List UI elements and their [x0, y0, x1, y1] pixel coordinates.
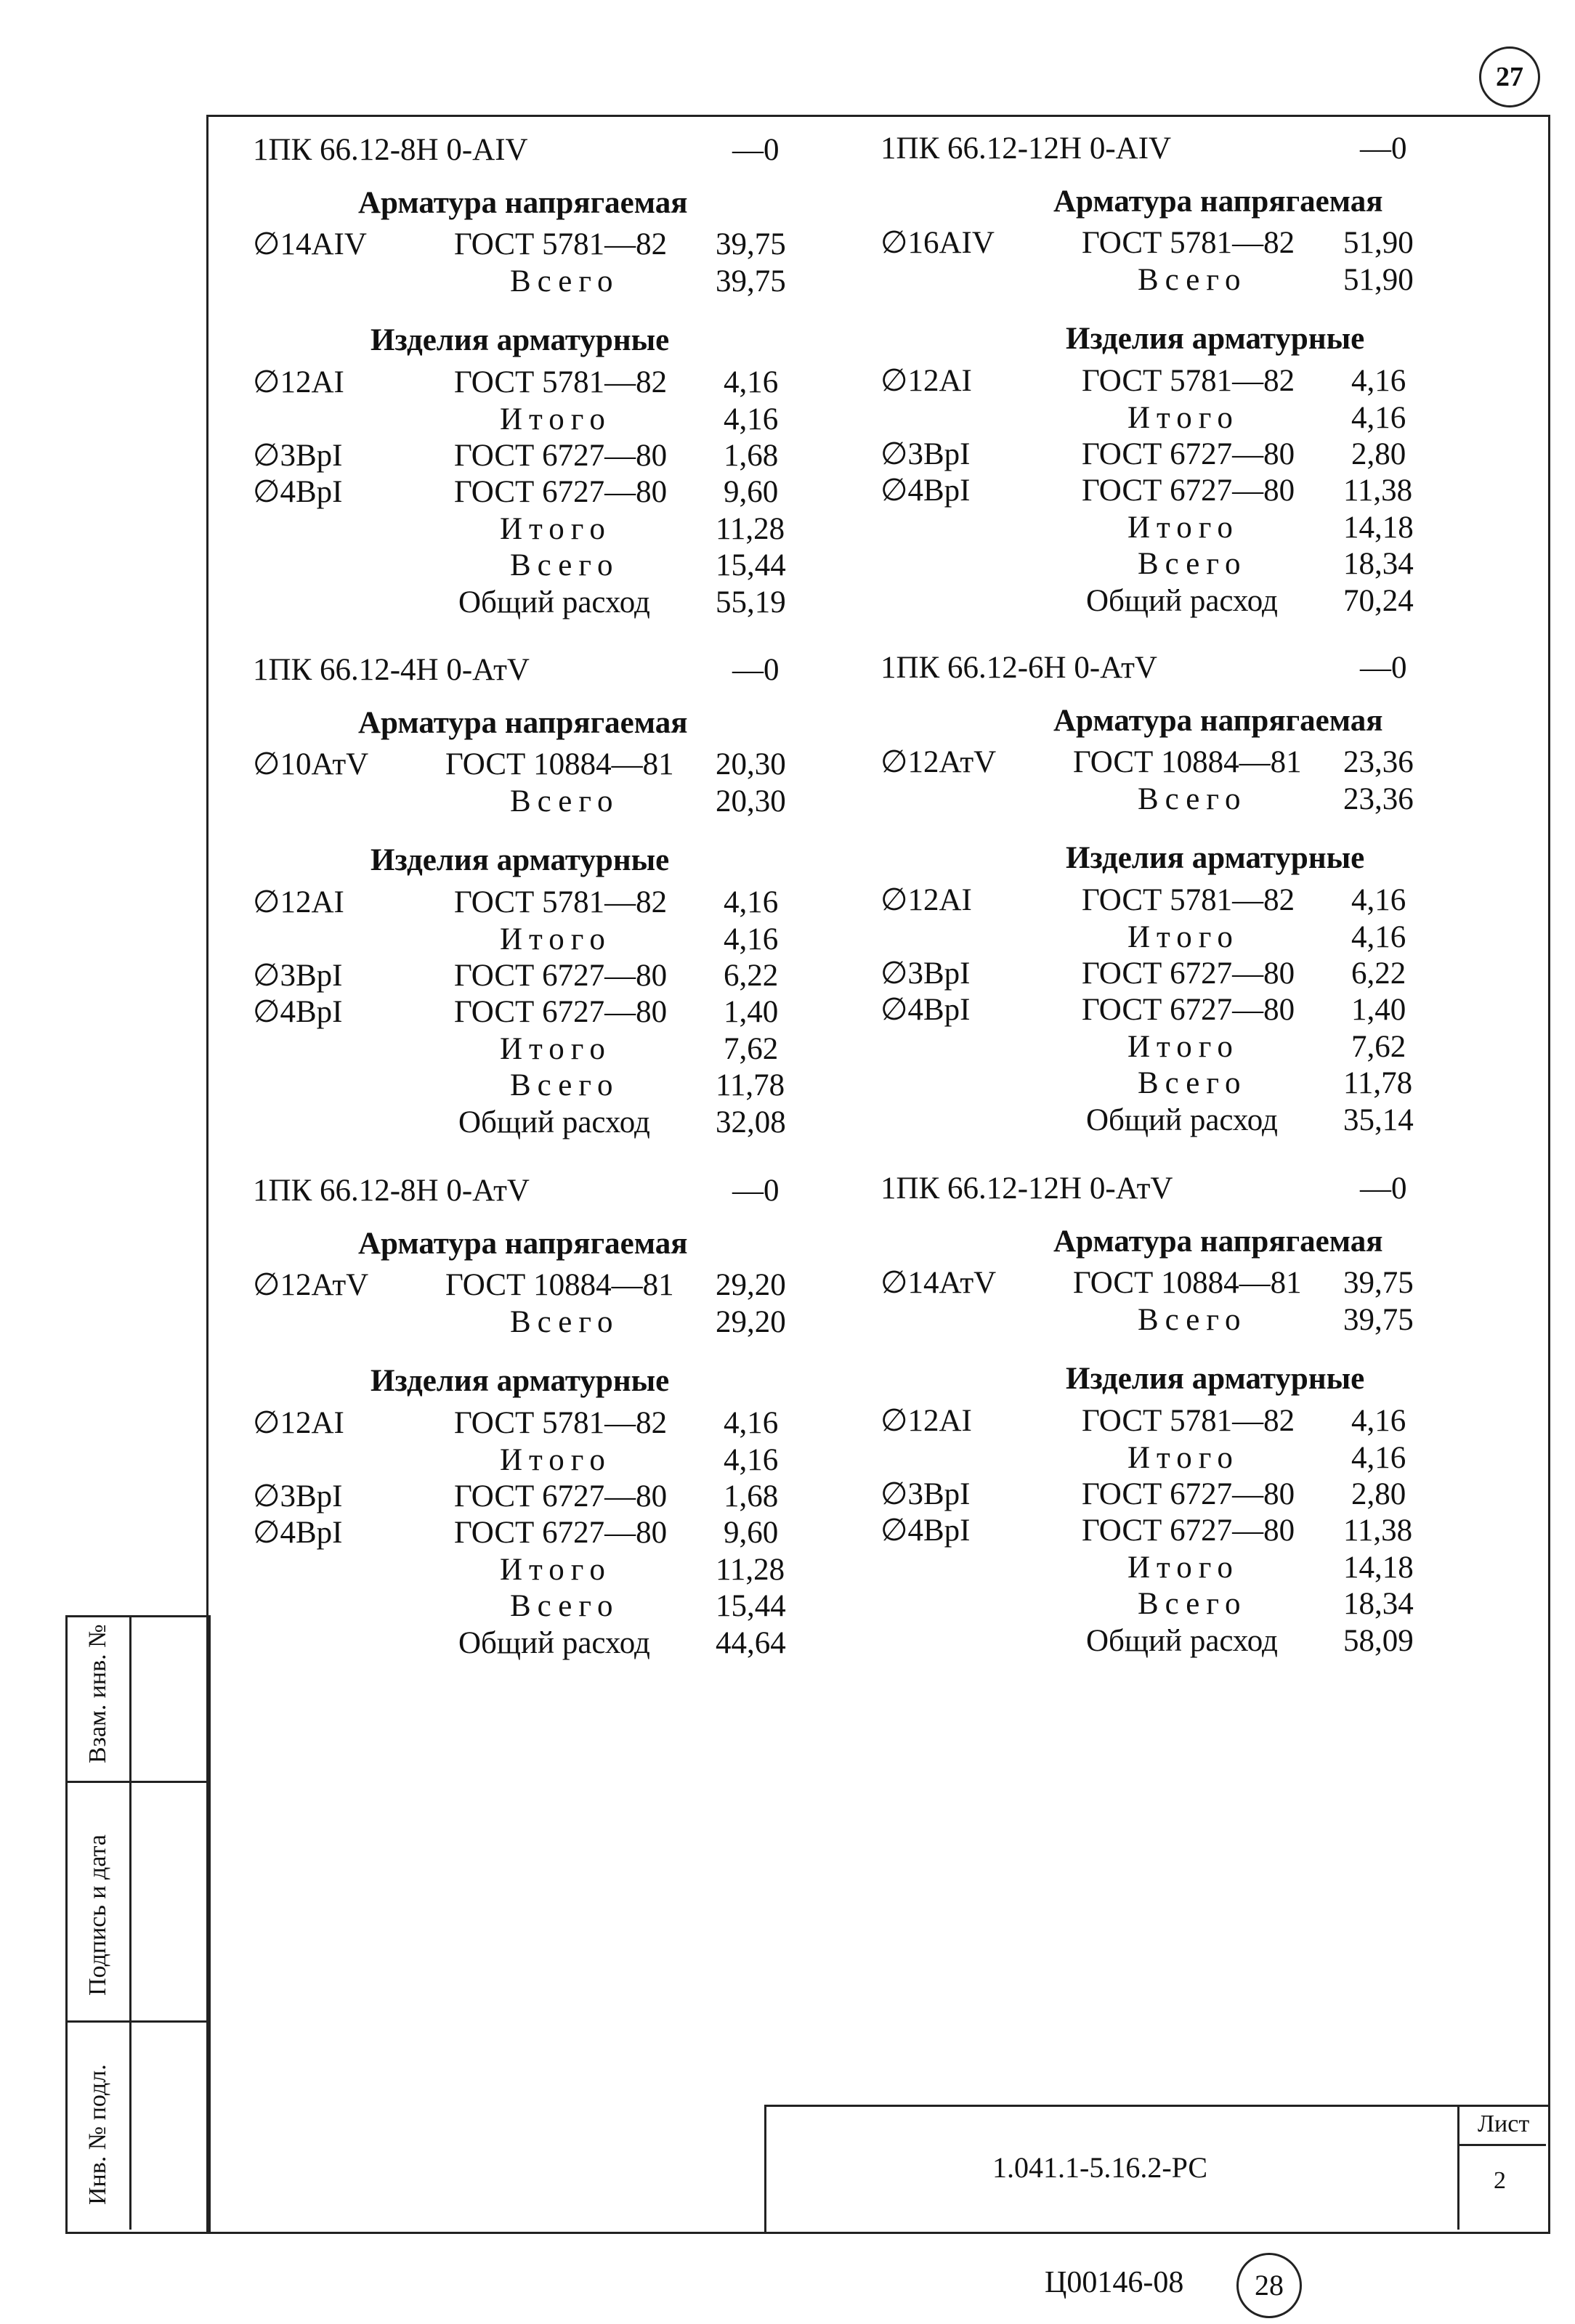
total-label: Всего [510, 784, 620, 818]
subtotal-value: 11,28 [716, 1553, 785, 1587]
mass-value: 9,60 [724, 1516, 779, 1550]
total-label: Всего [510, 264, 620, 298]
label-original-inv: Инв. № подл. [84, 2064, 111, 2205]
bar-diameter: ∅16AIV [880, 226, 995, 260]
bar-diameter: ∅14АтV [880, 1266, 997, 1300]
label-replacement-inv: Взам. инв. № [84, 1624, 111, 1763]
section-heading: Изделия арматурные [1066, 322, 1365, 356]
mass-value: 1,68 [724, 439, 779, 473]
section-heading: Арматура напрягаемая [358, 1227, 688, 1261]
section-heading: Изделия арматурные [371, 843, 670, 877]
block-suffix: —0 [1360, 131, 1407, 166]
subtotal-label: Итого [500, 1032, 612, 1066]
subtotal-value: 11,28 [716, 512, 785, 546]
total-value: 11,78 [1343, 1066, 1413, 1100]
bar-diameter: ∅3ВрI [880, 1477, 971, 1511]
subtotal-label: Итого [1127, 1030, 1239, 1064]
bar-diameter: ∅3ВрI [880, 956, 971, 991]
mass-value: 51,90 [1343, 226, 1414, 260]
standard: ГОСТ 6727—80 [454, 995, 668, 1029]
subtotal-label: Итого [500, 402, 612, 436]
standard: ГОСТ 5781—82 [1082, 226, 1295, 260]
block-suffix: —0 [732, 1174, 780, 1208]
grand-total-label: Общий расход [458, 1626, 650, 1660]
block-title: 1ПК 66.12-12Н 0-АтV [880, 1171, 1173, 1206]
sheet-label: Лист [1478, 2110, 1530, 2137]
standard: ГОСТ 5781—82 [1082, 883, 1295, 917]
standard: ГОСТ 5781—82 [1082, 1404, 1295, 1438]
total-value: 15,44 [716, 1589, 786, 1623]
mass-value: 4,16 [724, 885, 779, 919]
subtotal-label: Итого [1127, 401, 1239, 435]
mass-value: 4,16 [1351, 883, 1406, 917]
bar-diameter: ∅4ВрI [880, 1514, 971, 1548]
mass-value: 1,40 [1351, 993, 1406, 1027]
standard: ГОСТ 10884—81 [445, 747, 674, 781]
grand-total-value: 70,24 [1343, 584, 1414, 618]
block-suffix: —0 [732, 133, 780, 167]
grand-total-label: Общий расход [1086, 1624, 1278, 1658]
total-value: 29,20 [716, 1305, 786, 1339]
mass-value: 4,16 [724, 365, 779, 399]
mass-value: 4,16 [1351, 364, 1406, 398]
total-label: Всего [1138, 1303, 1247, 1337]
standard: ГОСТ 10884—81 [445, 1268, 674, 1302]
mass-value: 11,38 [1343, 474, 1413, 508]
bar-diameter: ∅4ВрI [253, 1516, 343, 1550]
mass-value: 29,20 [716, 1268, 786, 1302]
total-label: Всего [1138, 547, 1247, 581]
block-title: 1ПК 66.12-4Н 0-АтV [253, 653, 530, 687]
standard: ГОСТ 6727—80 [1082, 437, 1295, 471]
mass-value: 23,36 [1343, 745, 1414, 779]
bar-diameter: ∅12AI [253, 885, 344, 919]
subtotal-label: Итого [500, 922, 612, 956]
total-label: Всего [1138, 263, 1247, 297]
standard: ГОСТ 6727—80 [1082, 956, 1295, 991]
total-value: 39,75 [1343, 1303, 1414, 1337]
mass-value: 9,60 [724, 475, 779, 509]
side-stamp-divider [65, 2020, 206, 2023]
spec-block [880, 131, 1447, 639]
bar-diameter: ∅4ВрI [880, 993, 971, 1027]
standard: ГОСТ 5781—82 [1082, 364, 1295, 398]
block-title: 1ПК 66.12-6Н 0-АтV [880, 651, 1157, 685]
total-value: 23,36 [1343, 782, 1414, 816]
spec-block [253, 652, 819, 1161]
side-stamp-divider [65, 1781, 206, 1783]
standard: ГОСТ 6727—80 [1082, 474, 1295, 508]
subtotal-value: 4,16 [724, 1443, 779, 1477]
mass-value: 6,22 [1351, 956, 1406, 991]
section-heading: Изделия арматурные [1066, 841, 1365, 875]
standard: ГОСТ 5781—82 [454, 1406, 668, 1440]
block-title: 1ПК 66.12-8Н 0-АтV [253, 1174, 530, 1208]
subtotal-value: 4,16 [1351, 401, 1406, 435]
subtotal-value: 4,16 [1351, 1441, 1406, 1475]
mass-value: 1,68 [724, 1479, 779, 1514]
subtotal-label: Итого [1127, 1551, 1239, 1585]
standard: ГОСТ 6727—80 [454, 475, 668, 509]
section-heading: Арматура напрягаемая [1053, 184, 1383, 219]
section-heading: Изделия арматурные [1066, 1362, 1365, 1396]
standard: ГОСТ 5781—82 [454, 365, 668, 399]
bar-diameter: ∅12AI [253, 1406, 344, 1440]
bar-diameter: ∅12AI [880, 364, 972, 398]
subtotal-label: Итого [1127, 511, 1239, 545]
grand-total-value: 44,64 [716, 1626, 786, 1660]
mass-value: 4,16 [1351, 1404, 1406, 1438]
total-value: 15,44 [716, 548, 786, 582]
title-block-divider [1457, 2105, 1459, 2230]
spec-block [880, 1171, 1447, 1679]
subtotal-label: Итого [1127, 920, 1239, 954]
bar-diameter: ∅4ВрI [253, 995, 343, 1029]
section-heading: Арматура напрягаемая [358, 706, 688, 740]
standard: ГОСТ 6727—80 [1082, 1477, 1295, 1511]
bar-diameter: ∅4ВрI [253, 475, 343, 509]
grand-total-label: Общий расход [458, 585, 650, 619]
block-title: 1ПК 66.12-12Н 0-AIV [880, 131, 1172, 166]
section-heading: Арматура напрягаемая [358, 186, 688, 220]
total-label: Всего [510, 548, 620, 582]
bar-diameter: ∅12АтV [880, 745, 997, 779]
standard: ГОСТ 6727—80 [454, 1479, 668, 1514]
grand-total-label: Общий расход [458, 1105, 650, 1139]
grand-total-value: 55,19 [716, 585, 786, 619]
section-heading: Изделия арматурные [371, 1364, 670, 1398]
bar-diameter: ∅3ВрI [253, 1479, 343, 1514]
total-value: 18,34 [1343, 1587, 1414, 1621]
bar-diameter: ∅14AIV [253, 227, 367, 261]
subtotal-value: 14,18 [1343, 511, 1414, 545]
grand-total-value: 32,08 [716, 1105, 786, 1139]
standard: ГОСТ 6727—80 [454, 959, 668, 993]
standard: ГОСТ 6727—80 [1082, 1514, 1295, 1548]
standard: ГОСТ 5781—82 [454, 227, 668, 261]
document-code: 1.041.1-5.16.2-РС [992, 2151, 1208, 2184]
grand-total-label: Общий расход [1086, 1103, 1278, 1137]
subtotal-value: 7,62 [724, 1032, 779, 1066]
subtotal-label: Итого [1127, 1441, 1239, 1475]
section-heading: Арматура напрягаемая [1053, 704, 1383, 738]
sheet-number-circle [1479, 46, 1540, 107]
spec-block [880, 650, 1447, 1158]
subtotal-value: 4,16 [1351, 920, 1406, 954]
total-value: 20,30 [716, 784, 786, 818]
section-heading: Изделия арматурные [371, 323, 670, 357]
block-suffix: —0 [732, 653, 780, 687]
total-value: 18,34 [1343, 547, 1414, 581]
subtotal-label: Итого [500, 512, 612, 546]
subtotal-value: 7,62 [1351, 1030, 1406, 1064]
standard: ГОСТ 6727—80 [454, 1516, 668, 1550]
footer-code: Ц00146-08 [1045, 2266, 1184, 2299]
spec-block [253, 1173, 819, 1681]
block-suffix: —0 [1360, 651, 1407, 685]
block-suffix: —0 [1360, 1171, 1407, 1206]
section-heading: Арматура напрягаемая [1053, 1224, 1383, 1259]
total-label: Всего [510, 1068, 620, 1102]
total-value: 11,78 [716, 1068, 785, 1102]
mass-value: 11,38 [1343, 1514, 1413, 1548]
spec-block [253, 132, 819, 641]
title-block-divider [1457, 2144, 1546, 2146]
footer-number: 28 [1255, 2269, 1284, 2301]
subtotal-label: Итого [500, 1443, 612, 1477]
mass-value: 4,16 [724, 1406, 779, 1440]
subtotal-value: 4,16 [724, 402, 779, 436]
bar-diameter: ∅3ВрI [253, 959, 343, 993]
grand-total-value: 58,09 [1343, 1624, 1414, 1658]
bar-diameter: ∅3ВрI [253, 439, 343, 473]
bar-diameter: ∅10АтV [253, 747, 369, 781]
total-label: Всего [510, 1305, 620, 1339]
bar-diameter: ∅12AI [253, 365, 344, 399]
total-value: 51,90 [1343, 263, 1414, 297]
bar-diameter: ∅4ВрI [880, 474, 971, 508]
bar-diameter: ∅3ВрI [880, 437, 971, 471]
standard: ГОСТ 5781—82 [454, 885, 668, 919]
total-label: Всего [1138, 782, 1247, 816]
bar-diameter: ∅12AI [880, 1404, 972, 1438]
total-value: 39,75 [716, 264, 786, 298]
mass-value: 6,22 [724, 959, 779, 993]
subtotal-label: Итого [500, 1553, 612, 1587]
bar-diameter: ∅12AI [880, 883, 972, 917]
total-label: Всего [1138, 1587, 1247, 1621]
total-label: Всего [1138, 1066, 1247, 1100]
subtotal-value: 4,16 [724, 922, 779, 956]
subtotal-value: 14,18 [1343, 1551, 1414, 1585]
grand-total-value: 35,14 [1343, 1103, 1414, 1137]
bar-diameter: ∅12АтV [253, 1268, 369, 1302]
mass-value: 39,75 [1343, 1266, 1414, 1300]
mass-value: 2,80 [1351, 437, 1406, 471]
standard: ГОСТ 6727—80 [1082, 993, 1295, 1027]
mass-value: 1,40 [724, 995, 779, 1029]
sheet-number: 27 [1496, 62, 1523, 92]
standard: ГОСТ 6727—80 [454, 439, 668, 473]
mass-value: 20,30 [716, 747, 786, 781]
standard: ГОСТ 10884—81 [1073, 745, 1302, 779]
label-signature-date: Подпись и дата [84, 1835, 111, 1996]
standard: ГОСТ 10884—81 [1073, 1266, 1302, 1300]
grand-total-label: Общий расход [1086, 584, 1278, 618]
block-title: 1ПК 66.12-8Н 0-AIV [253, 133, 528, 167]
mass-value: 2,80 [1351, 1477, 1406, 1511]
sheet-number-value: 2 [1494, 2167, 1506, 2194]
footer-number-circle [1236, 2253, 1302, 2318]
side-stamp-divider [129, 1615, 131, 2230]
total-label: Всего [510, 1589, 620, 1623]
mass-value: 39,75 [716, 227, 786, 261]
